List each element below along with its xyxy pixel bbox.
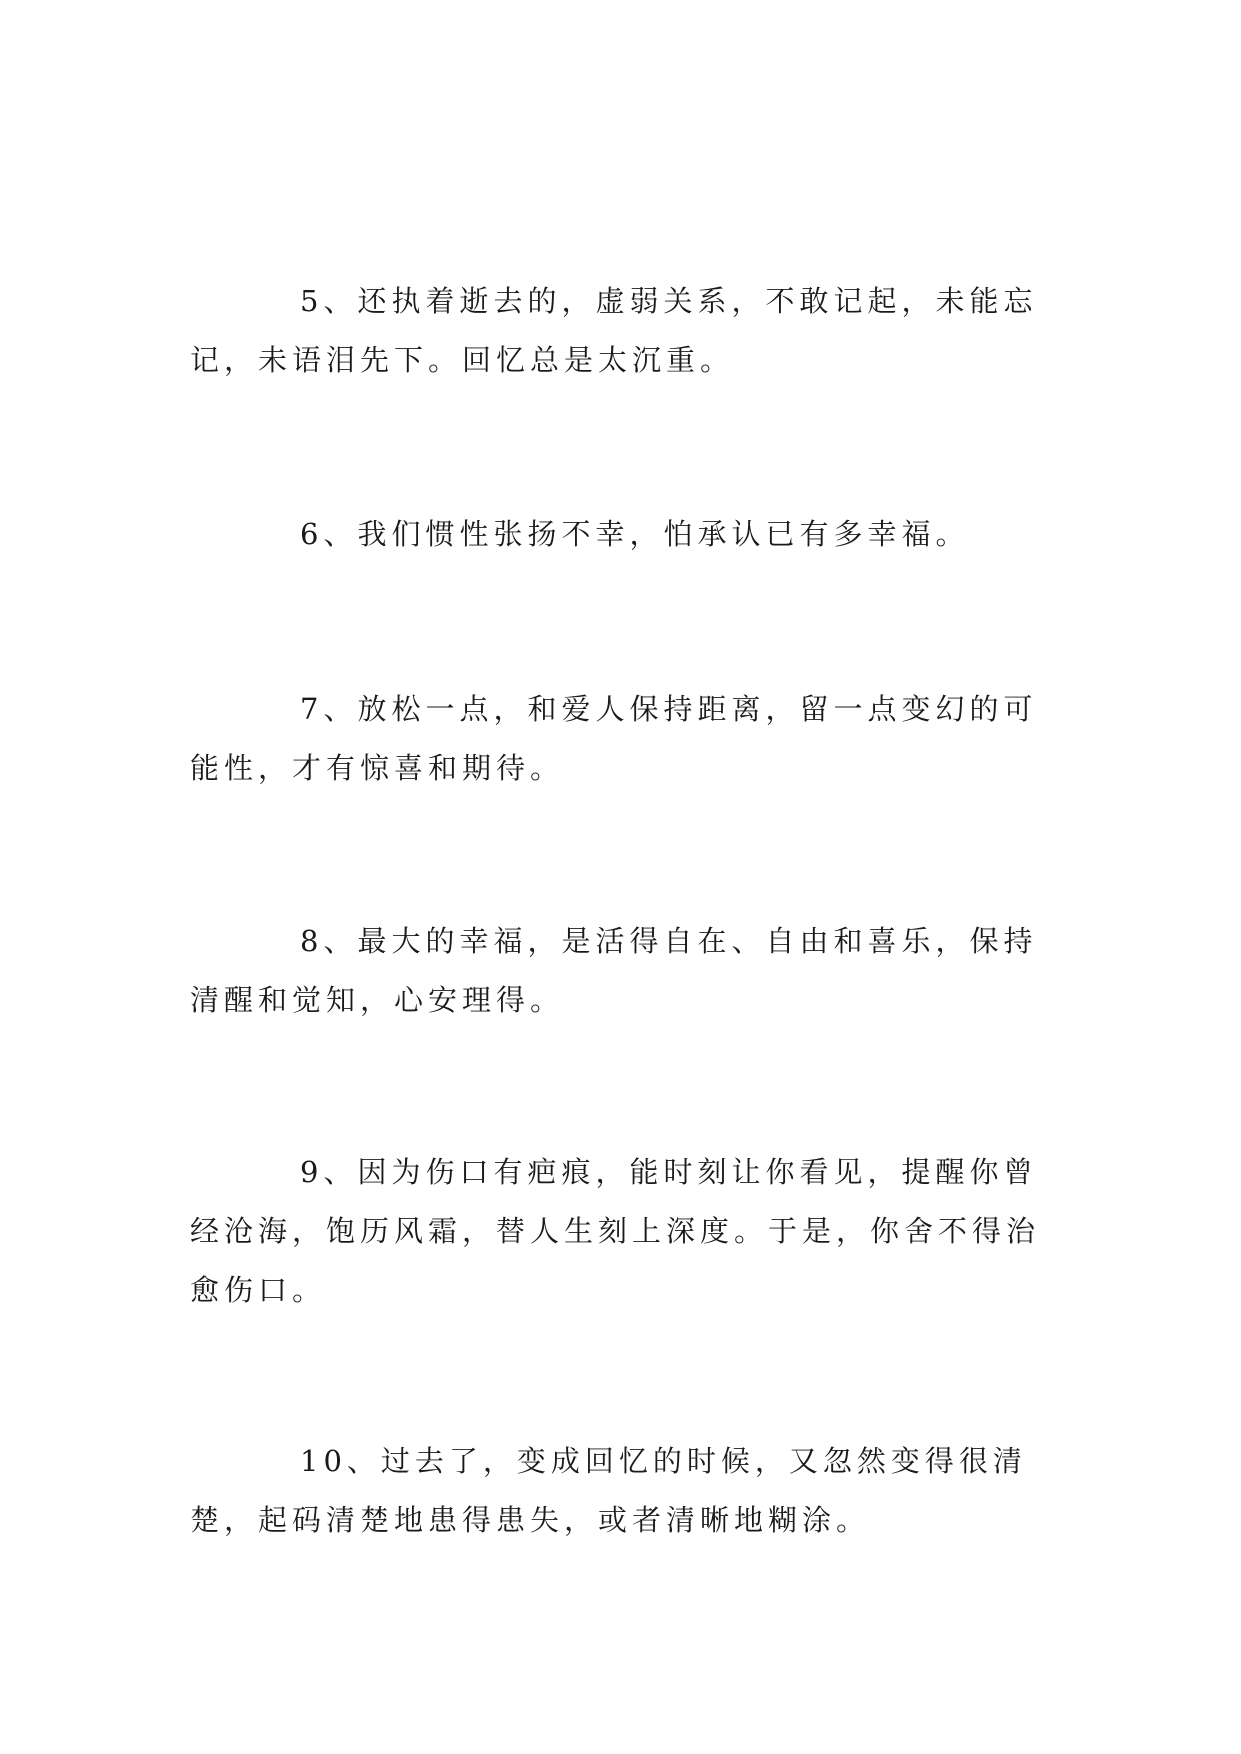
paragraph-6: 6、我们惯性张扬不幸，怕承认已有多幸福。: [300, 517, 970, 551]
paragraph-10: 10、过去了，变成回忆的时候，又忽然变得很清楚，起码清楚地患得患失，或者清晰地糊涂。: [190, 1444, 1027, 1537]
paragraph-8: 8、最大的幸福，是活得自在、自由和喜乐，保持清醒和觉知，心安理得。: [190, 924, 1038, 1017]
paragraph-7: 7、放松一点，和爱人保持距离，留一点变幻的可能性，才有惊喜和期待。: [190, 692, 1038, 785]
paragraph-5: 5、还执着逝去的，虚弱关系，不敢记起，未能忘记，未语泪先下。回忆总是太沉重。: [190, 284, 1038, 377]
paragraph-9: 9、因为伤口有疤痕，能时刻让你看见，提醒你曾经沧海，饱历风霜，替人生刻上深度。于是，你舍不得治愈伤口。: [190, 1155, 1041, 1307]
